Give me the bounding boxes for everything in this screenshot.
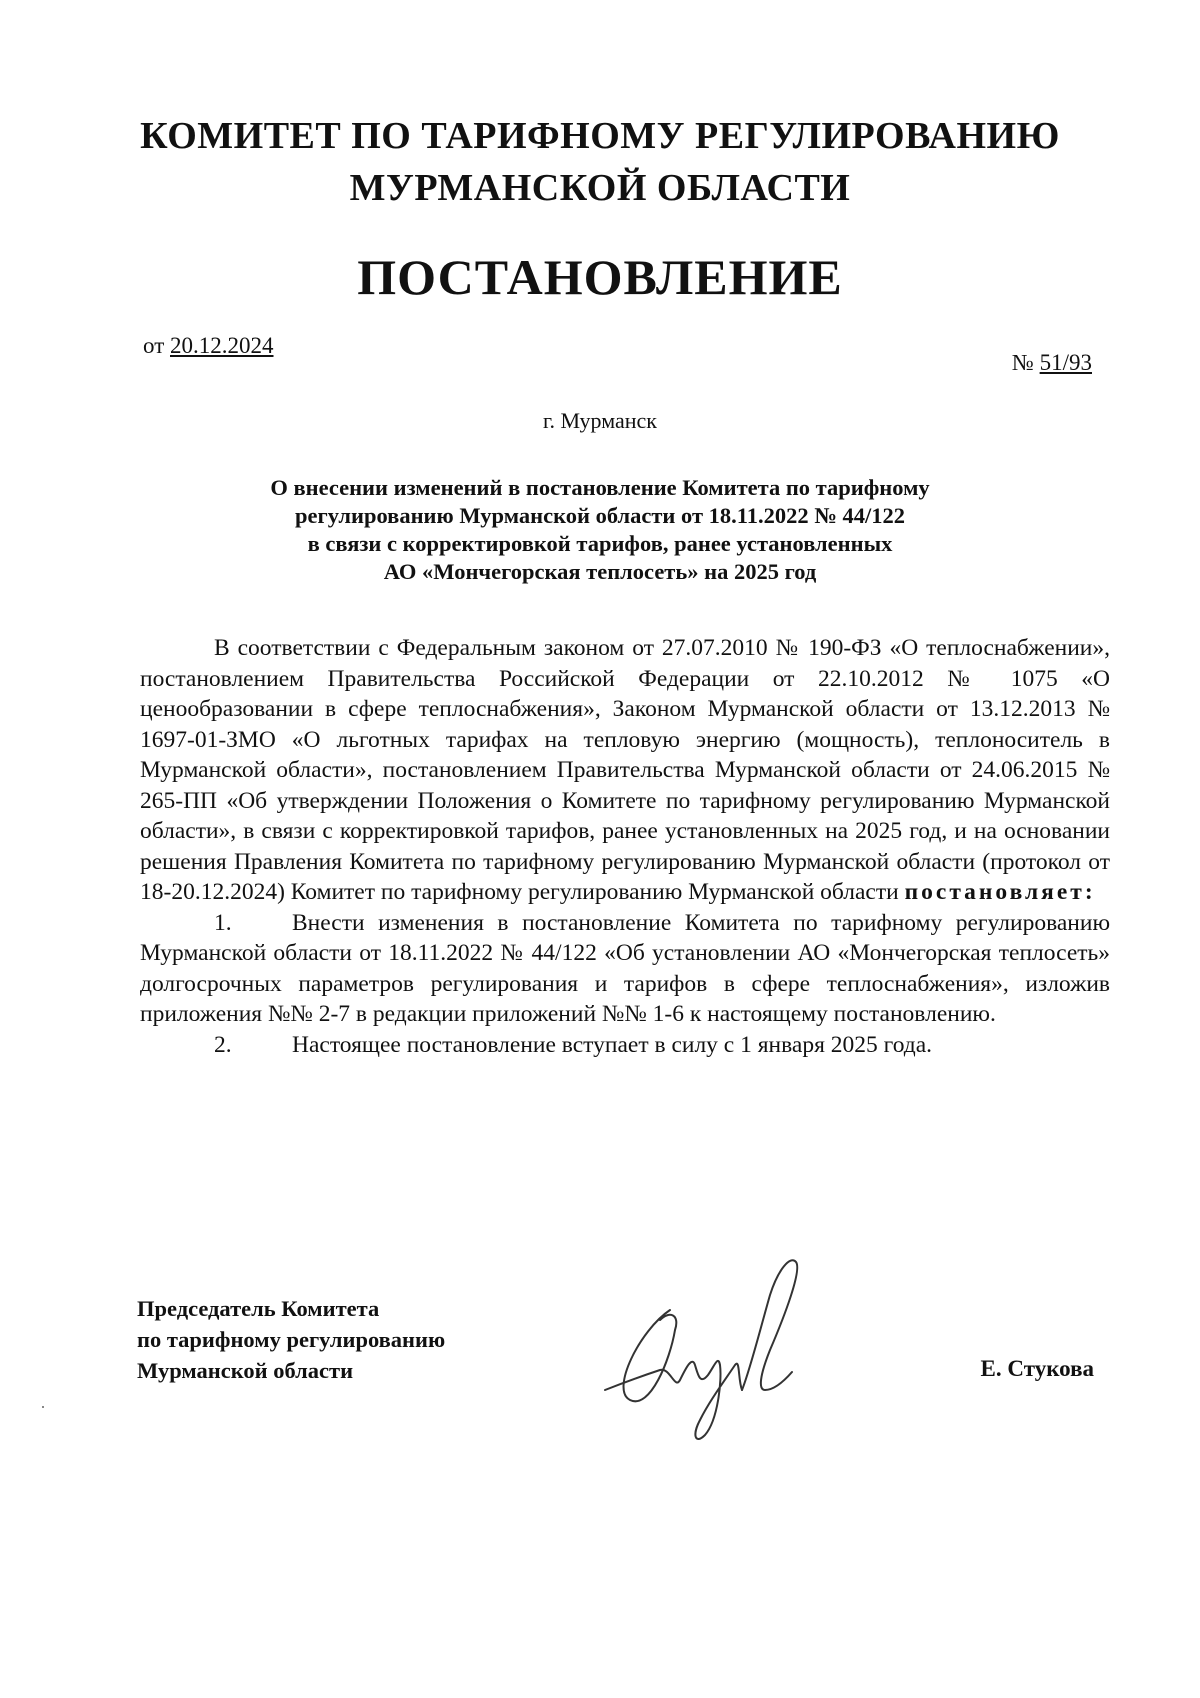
document-number <box>1012 350 1092 376</box>
item-text: Настоящее постановление вступает в силу с 1 января 2025 года. <box>292 1031 933 1058</box>
preamble-paragraph <box>140 633 1110 908</box>
subject-line-2: регулированию Мурманской области от 18.11.2022 № 44/122 <box>294 503 906 528</box>
document-date <box>143 333 274 359</box>
document-type-title: ПОСТАНОВЛЕНИЕ <box>357 249 843 305</box>
item-text: Внести изменения в постановление Комитета по тарифному регулированию Мурманской области от 18.11.2022 № 44/122 «Об установлении АО «Мончегорская теплосеть» долгосрочных параметров регулирования и тарифов в сфере теплоснабжения», изложив приложения №№ 2-7 в редакции приложений №№ 1-6 к настоящему постановлению. <box>140 909 1110 1027</box>
signer-title-line-2: по тарифному регулированию <box>137 1327 446 1352</box>
item-number: 1. <box>214 909 232 936</box>
signer-name: Е. Стукова <box>980 1356 1094 1381</box>
signer-title-line-3: Мурманской области <box>137 1358 354 1383</box>
list-item <box>140 908 1110 1030</box>
signer-title <box>137 1293 445 1386</box>
document-subject <box>0 474 1200 586</box>
org-line-2: МУРМАНСКОЙ ОБЛАСТИ <box>349 167 851 209</box>
handwritten-signature <box>600 1240 860 1460</box>
org-line-1: КОМИТЕТ ПО ТАРИФНОМУ РЕГУЛИРОВАНИЮ <box>140 115 1060 157</box>
subject-line-4: АО «Мончегорская теплосеть» на 2025 год <box>383 559 817 584</box>
number-value: 51/93 <box>1039 350 1092 375</box>
list-item <box>140 1030 1110 1061</box>
decree-word: постановляет: <box>904 879 1096 905</box>
signer-title-line-1: Председатель Комитета <box>137 1296 380 1321</box>
date-prefix: от <box>143 333 170 358</box>
preamble-text: В соответствии с Федеральным законом от 27.07.2010 № 190-ФЗ «О теплоснабжении», постановлением Правительства Российской Федерации от 22.10.2012 № 1075 «О ценообразовании в сфере теплоснабжения», Законом Мурманской области от 13.12.2013 № 1697-01-ЗМО «О льготных тарифах на тепловую энергию (мощность), теплоноситель в Мурманской области», постановлением Правительства Мурманской области от 24.06.2015 № 265-ПП «Об утверждении Положения о Комитете по тарифному регулированию Мурманской области», в связи с корректировкой тарифов, ранее установленных на 2025 год, и на основании решения Правления Комитета по тарифному регулированию Мурманской области (протокол от 18-20.12.2024) Комитет по тарифному регулированию Мурманской области <box>140 635 1110 905</box>
subject-line-1: О внесении изменений в постановление Комитета по тарифному <box>270 475 930 500</box>
number-prefix: № <box>1011 350 1040 375</box>
organization-name <box>0 110 1200 214</box>
document-body <box>140 633 1110 1060</box>
city: г. Мурманск <box>543 408 657 433</box>
scan-speck <box>42 1406 44 1408</box>
subject-line-3: в связи с корректировкой тарифов, ранее установленных <box>307 531 893 556</box>
date-value: 20.12.2024 <box>170 333 274 358</box>
item-number: 2. <box>214 1031 232 1058</box>
